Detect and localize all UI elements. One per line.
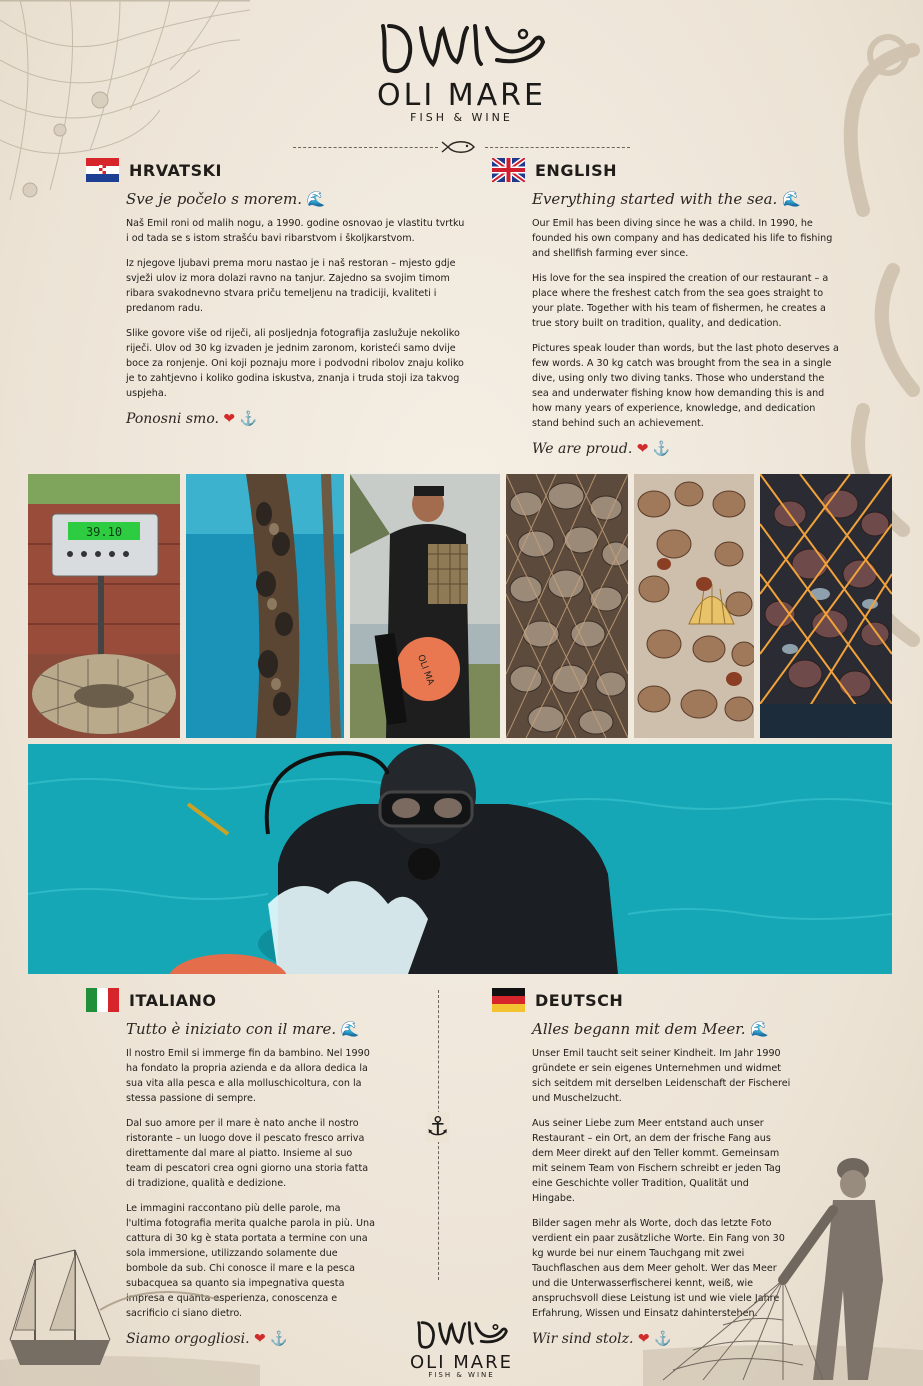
language-heading: ITALIANO (129, 990, 217, 1010)
paragraph: Pictures speak louder than words, but the last photo deserves a few words. A 30 kg catch was brought from the sea in a single dive, using only two diving tanks. Those who understand the sea and underwater fishing know how demanding this is and how many years of experience, knowledge, and dedication stand behind such an achievement. (532, 343, 839, 429)
anchor-icon: ⚓ (652, 441, 671, 457)
wave-icon: 🌊 (340, 1020, 360, 1038)
paragraph: Dal suo amore per il mare è nato anche il nostro ristorante – un luogo dove il pescato fresco arriva direttamente dal mare al piatto. Insieme al suo team di pescatori crea ogni giorno una storia fatta di tradizione, qualità e dedizione. (126, 1118, 369, 1189)
heart-icon: ❤ (254, 1331, 266, 1347)
brand-name: OLI MARE (377, 78, 546, 113)
photo-mussel-rope (186, 474, 344, 738)
photo-strip (28, 474, 892, 738)
closing-line: Ponosni smo. (126, 411, 219, 427)
paragraph: Le immagini raccontano più delle parole, ma l'ultima fotografia merita qualche parola in più. Una cattura di 30 kg è stata portata a termine con una sola immersione, utilizzando solamente due bombole da sub. Chi conosce il mare e la pesca subacquea sa quanto sia impegnativa questa impresa e quanta esperienza, conoscenza e sacrificio ci siano dietro. (126, 1203, 375, 1319)
paragraph: Il nostro Emil si immerge fin da bambino. Nel 1990 ha fondato la propria azienda e da allora dedica la sua vita alla pesca e alla molluschicoltura, con la stessa passione di sempre. (126, 1048, 370, 1104)
paragraph: Unser Emil taucht seit seiner Kindheit. Im Jahr 1990 gründete er sein eigenes Unternehmen und widmet sich seitdem mit derselben Leidenschaft der Fischerei und Muschelzucht. (532, 1048, 791, 1104)
section-subtitle: Tutto è iniziato con il mare. (126, 1020, 337, 1038)
paragraph: Iz njegove ljubavi prema moru nastao je i naš restoran – mjesto gdje svježi ulov iz mora dolazi ravno na tanjur. Zajedno sa svojim timom ribara svakodnevno stvara priču temeljenu na tradiciji, kvaliteti i predanom radu. (126, 258, 456, 314)
section-croatian (86, 158, 466, 427)
italy-flag-icon (86, 988, 119, 1012)
heart-icon: ❤ (223, 411, 236, 427)
photo-diver-shore (350, 474, 500, 738)
anchor-icon: ⚓ (654, 1331, 672, 1347)
photo-scale (28, 474, 180, 738)
brand-tagline: FISH & WINE (428, 1371, 495, 1379)
photo-shells-net (506, 474, 628, 738)
uk-flag-icon (492, 158, 525, 182)
photo-shells-orange-net (760, 474, 892, 738)
section-english (492, 158, 842, 457)
header-divider (293, 140, 630, 154)
germany-flag-icon (492, 988, 525, 1012)
language-heading: ENGLISH (535, 160, 618, 180)
heart-icon: ❤ (637, 1331, 650, 1347)
fish-icon (440, 140, 476, 154)
paragraph: Naš Emil roni od malih nogu, a 1990. godine osnovao je vlastitu tvrtku i od tada se s istom strašću bavi ribarstvom i školjkarstvom. (126, 218, 465, 244)
brand-tagline: FISH & WINE (410, 111, 513, 124)
photo-diver-sea (28, 744, 892, 974)
closing-line: Siamo orgogliosi. (126, 1331, 250, 1347)
photo-cockles (634, 474, 754, 738)
brand-name: OLI MARE (410, 1352, 513, 1373)
croatia-flag-icon (86, 158, 119, 182)
paragraph: Our Emil has been diving since he was a child. In 1990, he founded his own company and has dedicated his life to fishing and shellfish farming ever since. (532, 218, 833, 259)
section-subtitle: Everything started with the sea. (532, 190, 778, 208)
closing-line: Wir sind stolz. (532, 1331, 634, 1347)
closing-line: We are proud. (532, 441, 633, 457)
brand-logo (0, 14, 923, 124)
language-heading: DEUTSCH (535, 990, 624, 1010)
wave-icon: 🌊 (750, 1020, 770, 1038)
language-heading: HRVATSKI (129, 160, 222, 180)
buoy-label: OLI MA (415, 653, 436, 687)
paragraph: Bilder sagen mehr als Worte, doch das letzte Foto verdient ein paar zusätzliche Worte. Ein Fang von 30 kg wurde bei nur einem Tauchgang mit zwei Tauchflaschen aus dem Meer geholt. Wer das Meer und die Unterwasserfischerei kennt, weiß, wie anspruchsvoll diese Leistung ist und wie viele Jahre Erfahrung, Wissen und Einsatz dahinterstehen. (532, 1218, 785, 1319)
fish-logo-icon (412, 1316, 512, 1350)
anchor-icon: ⚓ (239, 411, 258, 427)
wave-icon: 🌊 (782, 190, 801, 208)
paragraph: Slike govore više od riječi, ali posljednja fotografija zaslužuje nekoliko riječi. Ulov od 30 kg izvaden je jednim zaronom, koristeći samo dvije boce za ronjenje. Oni koji poznaju more i podvodni ribolov znaju koliko je to zahtjevno i koliko godina iskustva, znanja i truda stoji iza takvog uspjeha. (126, 328, 464, 399)
anchor-icon: ⚓ (270, 1331, 288, 1347)
heart-icon: ❤ (636, 441, 649, 457)
paragraph: His love for the sea inspired the creation of our restaurant – a place where the freshest catch from the sea goes straight to your plate. Together with his team of fishermen, he creates a true story built on tradition, quality, and dedication. (532, 273, 829, 329)
anchor-icon: ⚓ (426, 1112, 450, 1142)
scale-display: 39.10 (85, 525, 123, 539)
paragraph: Aus seiner Liebe zum Meer entstand auch unser Restaurant – ein Ort, an dem der frische Fang aus dem Meer direkt auf den Teller kommt. Gemeinsam mit seinem Team von Fischern schreibt er jeden Tag eine Geschichte voller Tradition, Qualität und Hingabe. (532, 1118, 781, 1204)
footer-logo (0, 1316, 923, 1379)
section-subtitle: Alles begann mit dem Meer. (532, 1020, 746, 1038)
wave-icon: 🌊 (306, 190, 326, 208)
section-subtitle: Sve je počelo s morem. (126, 190, 302, 208)
fish-logo-icon (377, 14, 547, 76)
